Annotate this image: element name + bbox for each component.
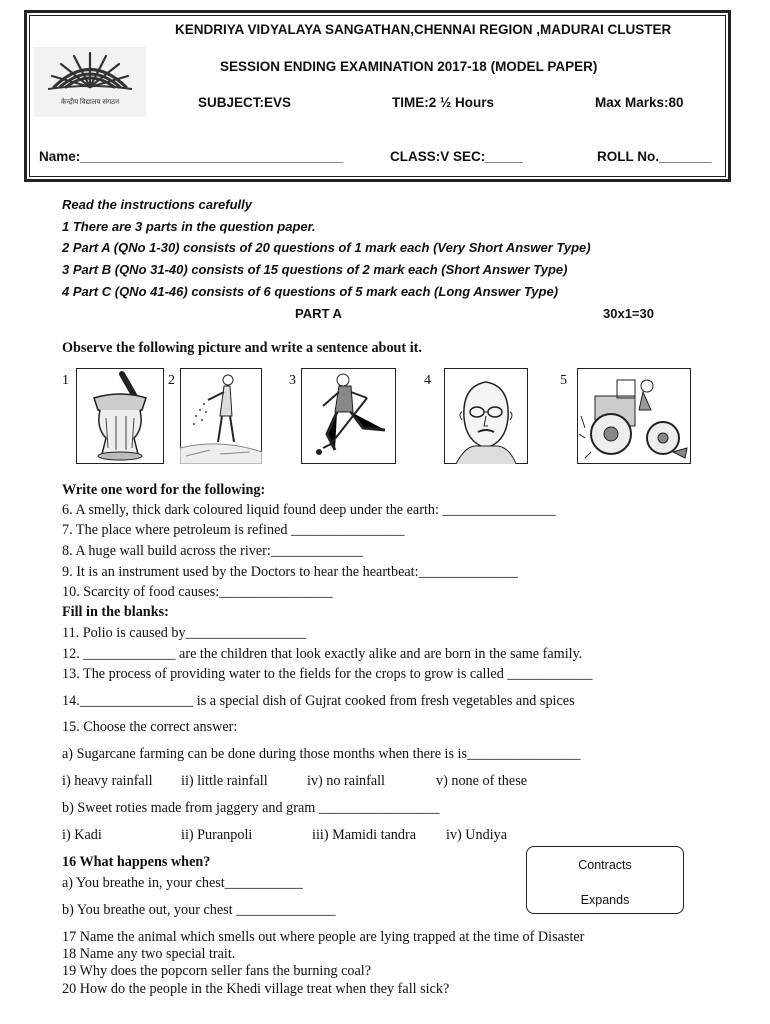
- q15a-option: i) heavy rainfall: [62, 773, 153, 789]
- picture-number: 3: [289, 373, 296, 388]
- instruction-heading: Read the instructions carefully: [62, 197, 252, 212]
- question-line: 7. The place where petroleum is refined ________________: [62, 522, 405, 538]
- q15b-question: b) Sweet roties made from jaggery and gram _________________: [62, 800, 440, 816]
- q15a-question: a) Sugarcane farming can be done during those months when there is is________________: [62, 746, 581, 762]
- question-line: 14.________________ is a special dish of Gujrat cooked from fresh vegetables and spices: [62, 693, 575, 709]
- instruction-line: 4 Part C (QNo 41-46) consists of 6 questions of 5 mark each (Long Answer Type): [62, 284, 559, 299]
- question-line: 9. It is an instrument used by the Doctors to hear the heartbeat:______________: [62, 564, 518, 580]
- question-line: 11. Polio is caused by_________________: [62, 625, 307, 641]
- question-line: 19 Why does the popcorn seller fans the burning coal?: [62, 963, 372, 979]
- picture-number: 2: [168, 373, 175, 388]
- fill-blanks-heading: Fill in the blanks:: [62, 604, 169, 620]
- q15a-option: v) none of these: [436, 773, 528, 789]
- exam-title: SESSION ENDING EXAMINATION 2017-18 (MODEL PAPER): [220, 59, 598, 74]
- question-line: 12. _____________ are the children that look exactly alike and are born in the same family.: [62, 646, 583, 662]
- picture-number: 1: [62, 373, 69, 388]
- q15b-option: iii) Mamidi tandra: [312, 827, 417, 843]
- instruction-line: 2 Part A (QNo 1-30) consists of 20 questions of 1 mark each (Very Short Answer Type): [62, 240, 591, 255]
- one-word-heading: Write one word for the following:: [62, 482, 266, 498]
- roll-field: ROLL No._______: [597, 149, 712, 164]
- question-line: 10. Scarcity of food causes:________________: [62, 584, 333, 600]
- q15a-option: iv) no rainfall: [307, 773, 386, 789]
- question-line: 17 Name the animal which smells out where people are lying trapped at the time of Disaster: [62, 929, 585, 945]
- q15b-option: i) Kadi: [62, 827, 102, 843]
- part-a-title: PART A: [295, 306, 342, 321]
- q15b-option: ii) Puranpoli: [181, 827, 253, 843]
- max-marks-label: Max Marks:80: [595, 95, 684, 110]
- q16b-question: b) You breathe out, your chest ______________: [62, 902, 336, 918]
- class-field: CLASS:V SEC:_____: [390, 149, 523, 164]
- answer-choice: Expands: [580, 893, 630, 907]
- question-line: 20 How do the people in the Khedi village treat when they fall sick?: [62, 981, 450, 997]
- instruction-line: 3 Part B (QNo 31-40) consists of 15 questions of 2 mark each (Short Answer Type): [62, 262, 568, 277]
- picture-number: 5: [560, 373, 567, 388]
- farmer-sowing-picture: [180, 368, 262, 464]
- question-line: 8. A huge wall build across the river:_____________: [62, 543, 364, 559]
- question-line: 13. The process of providing water to the fields for the crops to grow is called ____________: [62, 666, 593, 682]
- observe-heading: Observe the following picture and write a sentence about it.: [62, 340, 422, 356]
- q16-heading: 16 What happens when?: [62, 854, 211, 870]
- q15b-option: iv) Undiya: [446, 827, 508, 843]
- instruction-line: 1 There are 3 parts in the question paper.: [62, 219, 316, 234]
- part-a-marks: 30x1=30: [603, 306, 654, 321]
- time-label: TIME:2 ½ Hours: [392, 95, 495, 110]
- org-title: KENDRIYA VIDYALAYA SANGATHAN,CHENNAI REGION ,MADURAI CLUSTER: [175, 22, 672, 37]
- question-line: 6. A smelly, thick dark coloured liquid found deep under the earth: ________________: [62, 502, 556, 518]
- tractor-picture: [577, 368, 691, 464]
- q15-prompt: 15. Choose the correct answer:: [62, 719, 238, 735]
- subject-label: SUBJECT:EVS: [198, 95, 292, 110]
- q16a-question: a) You breathe in, your chest___________: [62, 875, 303, 891]
- gandhi-portrait-picture: [444, 368, 528, 464]
- logo-caption: केन्द्रीय विद्यालय संगठन: [61, 98, 119, 106]
- mortar-pestle-picture: [76, 368, 164, 464]
- hockey-player-picture: [301, 368, 396, 464]
- q15a-option: ii) little rainfall: [181, 773, 268, 789]
- picture-number: 4: [424, 373, 431, 388]
- name-field: Name:___________________________________: [39, 149, 344, 164]
- question-line: 18 Name any two special trait.: [62, 946, 236, 962]
- answer-choice: Contracts: [578, 858, 632, 872]
